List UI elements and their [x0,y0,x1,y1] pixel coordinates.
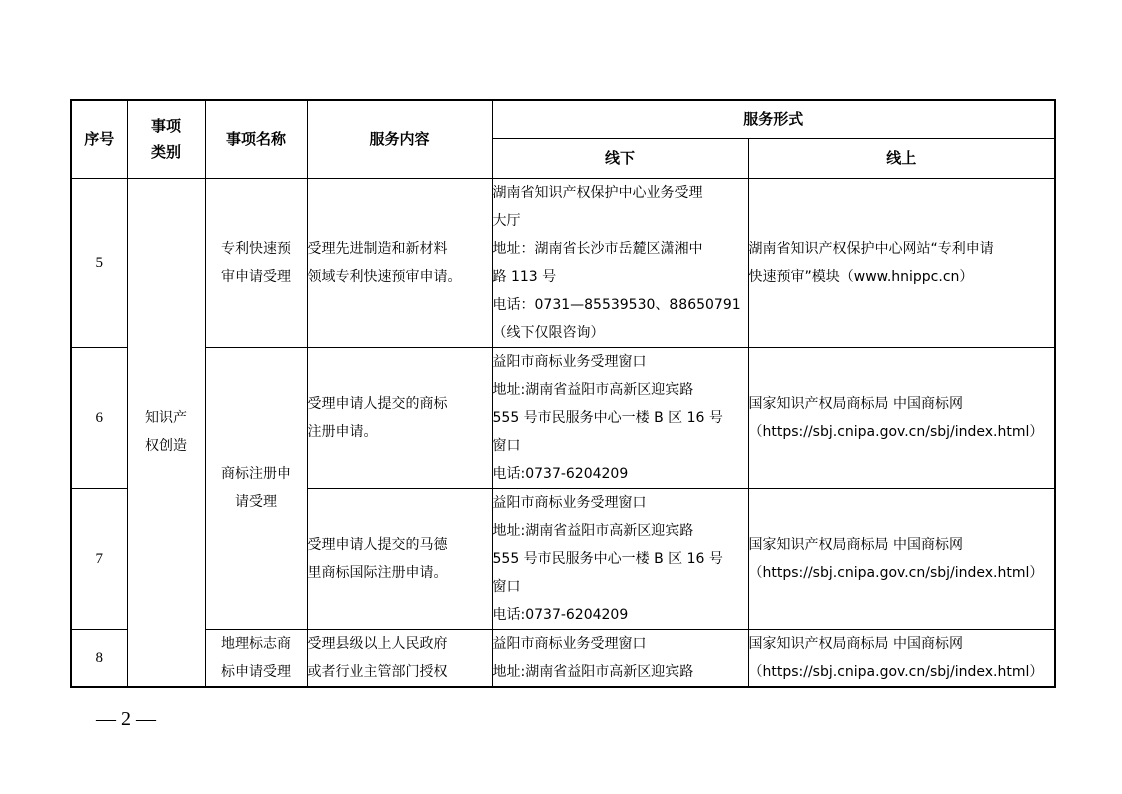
online-line-2: （https://sbj.cnipa.gov.cn/sbj/index.html） [748,423,1044,440]
item-name [205,629,307,687]
service-content [307,629,492,687]
category-cell [127,178,205,687]
item-name-line-2: 审申请受理 [221,268,291,285]
service-table [70,99,1056,688]
header-category-line-2: 类别 [150,143,181,162]
item-name-merged [205,347,307,629]
offline-line-3: 地址：湖南省长沙市岳麓区潇湘中 [492,240,703,257]
header-category-line-1: 事项 [150,117,181,136]
online-info [748,347,1055,488]
item-name [205,178,307,347]
service-content [307,178,492,347]
content-line-2: 或者行业主管部门授权 [307,663,448,680]
offline-line-1: 益阳市商标业务受理窗口 [492,353,647,370]
content-line-2: 注册申请。 [307,423,378,440]
content-line-1: 受理先进制造和新材料 [307,240,448,257]
content-line-2: 领域专利快速预审申请。 [307,268,462,285]
item-name-line-1: 专利快速预 [221,240,291,257]
content-line-1: 受理县级以上人民政府 [307,635,448,652]
item-name-line-2: 标申请受理 [221,663,291,680]
offline-info [492,178,748,347]
header-service-form: 服务形式 [492,100,1055,138]
item-name-line-1: 地理标志商 [221,635,291,652]
offline-line-2: 大厅 [492,212,521,229]
offline-line-3: 555 号市民服务中心一楼 B 区 16 号 [492,409,723,426]
header-category [127,100,205,178]
offline-line-5: 电话：0731—85539530、88650791 [492,296,741,313]
offline-line-3: 555 号市民服务中心一楼 B 区 16 号 [492,550,723,567]
table-row [71,178,1055,347]
offline-line-2: 地址:湖南省益阳市高新区迎宾路 [492,381,694,398]
category-line-1: 知识产 [145,410,187,426]
online-line-1: 国家知识产权局商标局 中国商标网 [748,395,963,412]
offline-line-1: 益阳市商标业务受理窗口 [492,494,647,511]
offline-info [492,347,748,488]
online-info [748,629,1055,687]
table-row [71,629,1055,687]
offline-line-5: 电话:0737-6204209 [492,465,629,482]
service-content [307,347,492,488]
row-index: 5 [71,178,127,347]
online-line-1: 国家知识产权局商标局 中国商标网 [748,536,963,553]
offline-line-2: 地址:湖南省益阳市高新区迎宾路 [492,522,694,539]
category-line-2: 权创造 [145,438,187,454]
row-index: 8 [71,629,127,687]
item-name-line-1: 商标注册申 [221,466,291,482]
online-line-1: 国家知识产权局商标局 中国商标网 [748,635,963,652]
online-line-2: 快速预审”模块（www.hnippc.cn） [748,268,974,285]
header-index: 序号 [71,100,127,178]
header-name: 事项名称 [205,100,307,178]
offline-line-1: 湖南省知识产权保护中心业务受理 [492,184,703,201]
content-line-1: 受理申请人提交的商标 [307,395,448,412]
item-name-line-2: 请受理 [235,494,277,510]
offline-line-5: 电话:0737-6204209 [492,606,629,623]
offline-line-1: 益阳市商标业务受理窗口 [492,635,647,652]
offline-info [492,488,748,629]
online-line-2: （https://sbj.cnipa.gov.cn/sbj/index.html） [748,663,1044,680]
header-online: 线上 [748,138,1055,178]
content-line-1: 受理申请人提交的马德 [307,536,448,553]
service-content [307,488,492,629]
online-info [748,488,1055,629]
online-line-2: （https://sbj.cnipa.gov.cn/sbj/index.html） [748,564,1044,581]
offline-info [492,629,748,687]
offline-line-4: 路 113 号 [492,268,557,285]
page-number: — 2 — [96,708,156,730]
online-line-1: 湖南省知识产权保护中心网站“专利申请 [748,240,994,257]
table-row [71,347,1055,488]
row-index: 7 [71,488,127,629]
content-line-2: 里商标国际注册申请。 [307,564,448,581]
offline-line-2: 地址:湖南省益阳市高新区迎宾路 [492,663,694,680]
header-offline: 线下 [492,138,748,178]
offline-line-4: 窗口 [492,578,521,595]
offline-line-4: 窗口 [492,437,521,454]
header-content: 服务内容 [307,100,492,178]
online-info [748,178,1055,347]
offline-line-6: （线下仅限咨询） [492,324,605,341]
row-index: 6 [71,347,127,488]
